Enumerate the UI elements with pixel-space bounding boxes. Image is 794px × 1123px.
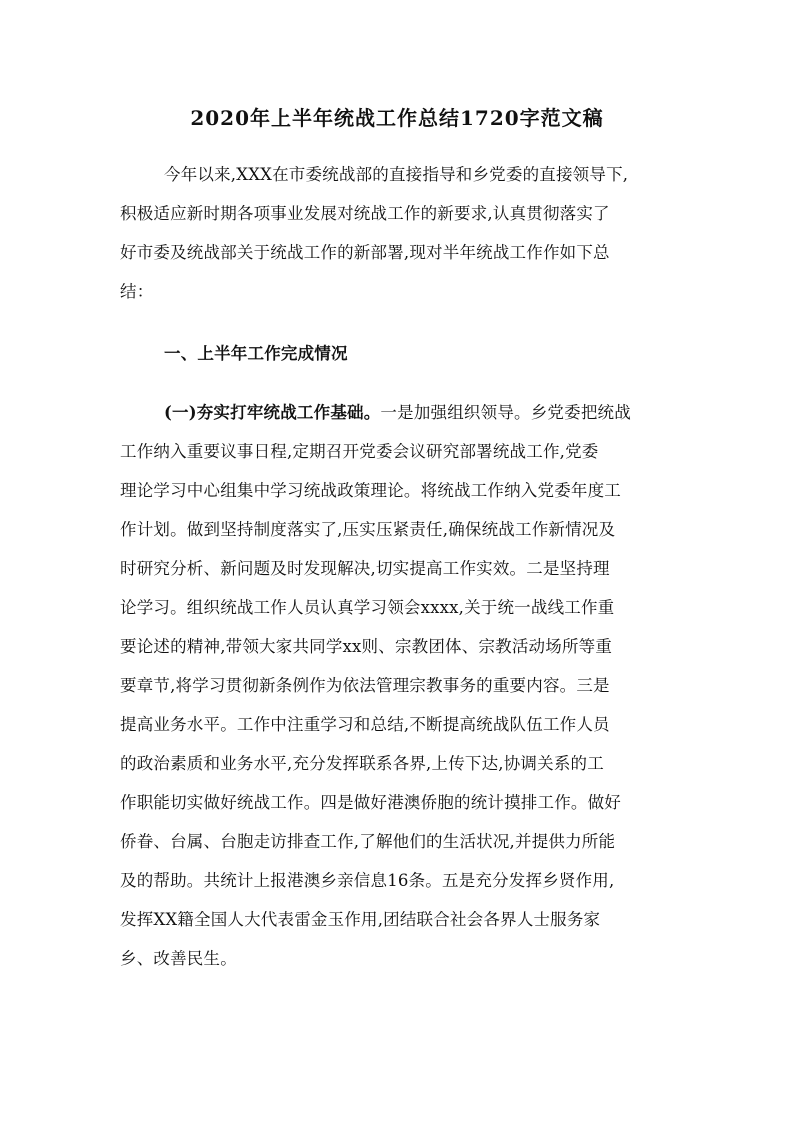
body-line: 提高业务水平。工作中注重学习和总结,不断提高统战队伍工作人员 — [120, 715, 610, 734]
body-line: 要论述的精神,带领大家共同学xx则、宗教团体、宗教活动场所等重 — [120, 637, 613, 656]
body-line: 作职能切实做好统战工作。四是做好港澳侨胞的统计摸排工作。做好 — [120, 793, 621, 812]
intro-line: 积极适应新时期各项事业发展对统战工作的新要求,认真贯彻落实了 — [120, 204, 610, 223]
body-line: 及的帮助。共统计上报港澳乡亲信息16条。五是充分发挥乡贤作用, — [120, 871, 615, 890]
body-text: 一是加强组织领导。乡党委把统战 — [380, 403, 631, 422]
intro-line: 好市委及统战部关于统战工作的新部署,现对半年统战工作作如下总 — [120, 243, 610, 262]
body-line: 要章节,将学习贯彻新条例作为依法管理宗教事务的重要内容。三是 — [120, 676, 610, 695]
body-line: 的政治素质和业务水平,充分发挥联系各界,上传下达,协调关系的工 — [120, 754, 604, 773]
body-line: 工作纳入重要议事日程,定期召开党委会议研究部署统战工作,党委 — [120, 442, 599, 461]
subsection-label: (一)夯实打牢统战工作基础。 — [164, 403, 381, 422]
body-line: 作计划。做到坚持制度落实了,压实压紧责任,确保统战工作新情况及 — [120, 520, 616, 539]
body-line: 理论学习中心组集中学习统战政策理论。将统战工作纳入党委年度工 — [120, 481, 621, 500]
section-heading: 一、上半年工作完成情况 — [164, 344, 348, 363]
body-line: 论学习。组织统战工作人员认真学习领会xxxx,关于统一战线工作重 — [120, 598, 615, 617]
intro-line: 结： — [120, 282, 154, 301]
document-title: 2020年上半年统战工作总结1720字范文稿 — [190, 106, 604, 130]
body-line: 时研究分析、新问题及时发现解决,切实提高工作实效。二是坚持理 — [120, 559, 610, 578]
body-first-line — [164, 402, 631, 424]
body-line: 乡、改善民生。 — [120, 949, 237, 968]
body-line: 发挥XX籍全国人大代表雷金玉作用,团结联合社会各界人士服务家 — [120, 910, 601, 929]
intro-line: 今年以来,XXX在市委统战部的直接指导和乡党委的直接领导下, — [164, 165, 629, 184]
body-line: 侨眷、台属、台胞走访排查工作,了解他们的生活状况,并提供力所能 — [120, 832, 616, 851]
